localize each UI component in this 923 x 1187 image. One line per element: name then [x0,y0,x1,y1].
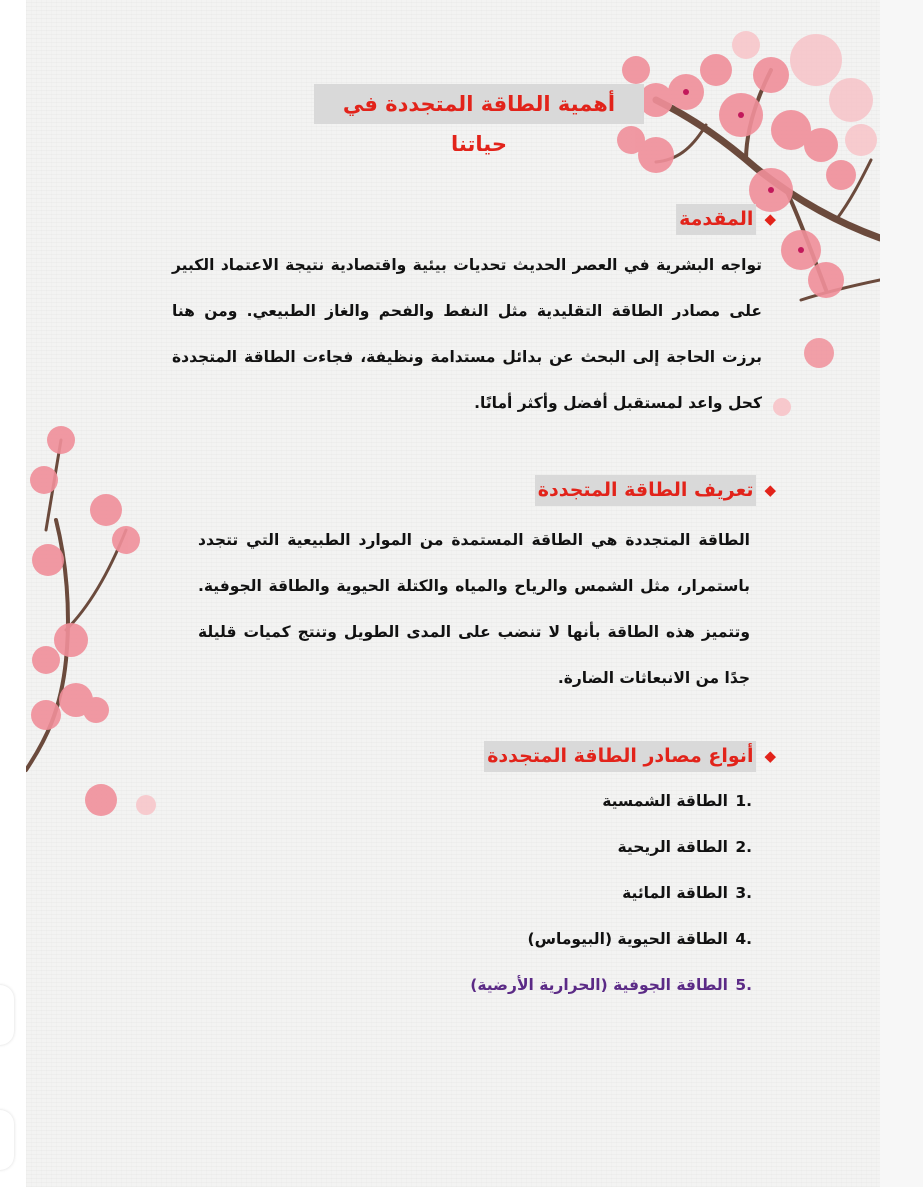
viewer-background-strip [880,0,923,1187]
list-item-number: .3 [735,884,752,902]
section-heading-definition [535,475,776,506]
list-item-text: الطاقة المائية [622,884,728,902]
bullet-diamond-icon: ◆ [764,481,776,499]
heading-label: المقدمة [676,204,756,235]
section-heading-intro [676,204,776,235]
list-item-text: الطاقة الريحية [617,838,728,856]
list-item-text: الطاقة الشمسية [602,792,728,810]
list-item-number: .2 [735,838,752,856]
list-item [332,926,752,972]
definition-paragraph: الطاقة المتجددة هي الطاقة المستمدة من الموارد الطبيعية التي تتجدد باستمرار، مثل الشمس والرياح والمياه والكتلة الحيوية والطاقة الجوفية. وتتميز هذه الطاقة بأنها لا تنضب على المدى الطويل وتنتج كميات قليلة جدًا من الانبعاثات الضارة. [198,531,750,687]
blossom-petal-right [801,335,837,371]
list-item-text: الطاقة الحيوية (البيوماس) [527,930,728,948]
viewer-edge-handle[interactable] [0,1110,14,1170]
section-heading-types [484,741,776,772]
energy-types-list [332,788,752,1018]
list-item [332,880,752,926]
intro-paragraph: تواجه البشرية في العصر الحديث تحديات بيئية واقتصادية نتيجة الاعتماد الكبير على مصادر الطاقة التقليدية مثل النفط والفحم والغاز الطبيعي. ومن هنا برزت الحاجة إلى البحث عن بدائل مستدامة ونظيفة، فجاءت الطاقة المتجددة كحل واعد لمستقبل أفضل وأكثر أمانًا. [172,256,762,412]
page-title: أهمية الطاقة المتجددة في حياتنا [314,84,644,124]
bullet-diamond-icon: ◆ [764,210,776,228]
heading-label: تعريف الطاقة المتجددة [535,475,757,506]
viewer-edge-handle[interactable] [0,985,14,1045]
list-item [332,788,752,834]
bullet-diamond-icon: ◆ [764,747,776,765]
list-item-text: الطاقة الجوفية (الحرارية الأرضية) [470,976,728,994]
heading-label: أنواع مصادر الطاقة المتجددة [484,741,756,772]
cherry-blossom-branch-left [26,410,166,830]
list-item [332,972,752,1018]
list-item-number: .4 [735,930,752,948]
list-item-number: .5 [735,976,752,994]
document-page [26,0,880,1187]
list-item-number: .1 [735,792,752,810]
blossom-petal-right-small [770,395,794,419]
list-item [332,834,752,880]
